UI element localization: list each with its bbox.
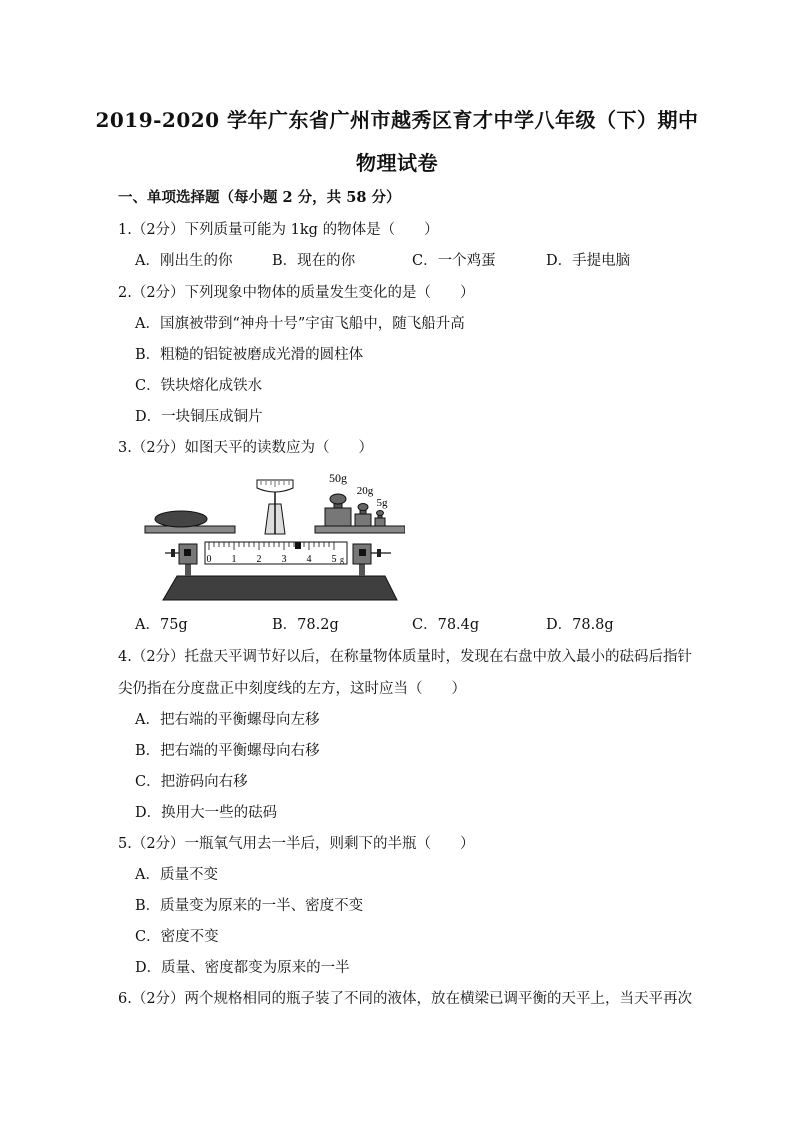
weight-label-5g: 5g [376,497,388,509]
q1-option-a: A．刚出生的你 [135,253,233,269]
weight-5g [375,511,385,527]
q2-option-b: B．粗糙的铝锭被磨成光滑的圆柱体 [135,347,364,363]
right-pan [315,526,405,533]
q1-option-b: B．现在的你 [272,253,356,269]
scale-label-1: 1 [231,554,237,565]
section-heading: 一、单项选择题（每小题 2 分，共 58 分） [118,189,401,206]
q4-option-d: D．换用大一些的砝码 [135,805,278,821]
scale-label-0: 0 [206,554,212,565]
question-3-stem: 3.（2分）如图天平的读数应为（ ） [118,440,374,456]
question-2-stem: 2.（2分）下列现象中物体的质量发生变化的是（ ） [118,285,475,301]
q3-option-b: B．78.2g [272,617,339,633]
question-1-stem: 1.（2分）下列质量可能为 1kg 的物体是（ ） [118,222,439,238]
q1-option-c: C．一个鸡蛋 [412,253,496,269]
scale-unit: g [340,555,344,564]
question-6-stem: 6.（2分）两个规格相同的瓶子装了不同的液体，放在横梁已调平衡的天平上，当天平再次 [118,991,693,1007]
q5-option-b: B．质量变为原来的一半、密度不变 [135,898,364,914]
q5-option-c: C．密度不变 [135,929,219,945]
q3-option-a: A．75g [135,617,188,633]
question-4-stem-line1: 4.（2分）托盘天平调节好以后，在称量物体质量时，发现在右盘中放入最小的砝码后指针 [118,649,693,665]
q3-option-c: C．78.4g [412,617,480,633]
q2-option-c: C．铁块熔化成铁水 [135,378,263,394]
q4-option-a: A．把右端的平衡螺母向左移 [135,712,320,728]
scale-label-2: 2 [256,554,262,565]
left-pan [145,526,235,533]
weight-50g [325,494,351,526]
q4-option-c: C．把游码向右移 [135,774,248,790]
scale-label-5: 5 [331,554,337,565]
q2-option-d: D．一块铜压成铜片 [135,409,263,425]
question-4-stem-line2: 尖仍指在分度盘正中刻度线的左方，这时应当（ ） [118,681,466,697]
q1-option-d: D．手提电脑 [546,253,631,269]
q2-option-a: A．国旗被带到“神舟十号”宇宙飞船中，随飞船升高 [135,316,465,332]
q4-option-b: B．把右端的平衡螺母向右移 [135,743,320,759]
q5-option-d: D．质量、密度都变为原来的一半 [135,960,350,976]
question-5-stem: 5.（2分）一瓶氧气用去一半后，则剩下的半瓶（ ） [118,836,475,852]
weight-label-20g: 20g [356,485,374,497]
balance-figure [135,466,405,606]
balance-beam [205,542,347,564]
balance-base [163,576,397,600]
q5-option-a: A．质量不变 [135,867,218,883]
balance-rider [295,542,301,549]
q3-option-d: D．78.8g [546,617,614,633]
scale-label-4: 4 [306,554,312,565]
scale-label-3: 3 [281,554,287,565]
exam-title-line1: 2019-2020 学年广东省广州市越秀区育才中学八年级（下）期中 [95,108,699,132]
weight-label-50g: 50g [329,471,347,485]
weight-20g [355,504,371,527]
exam-title-line2: 物理试卷 [356,151,438,175]
object-on-pan [155,511,207,527]
